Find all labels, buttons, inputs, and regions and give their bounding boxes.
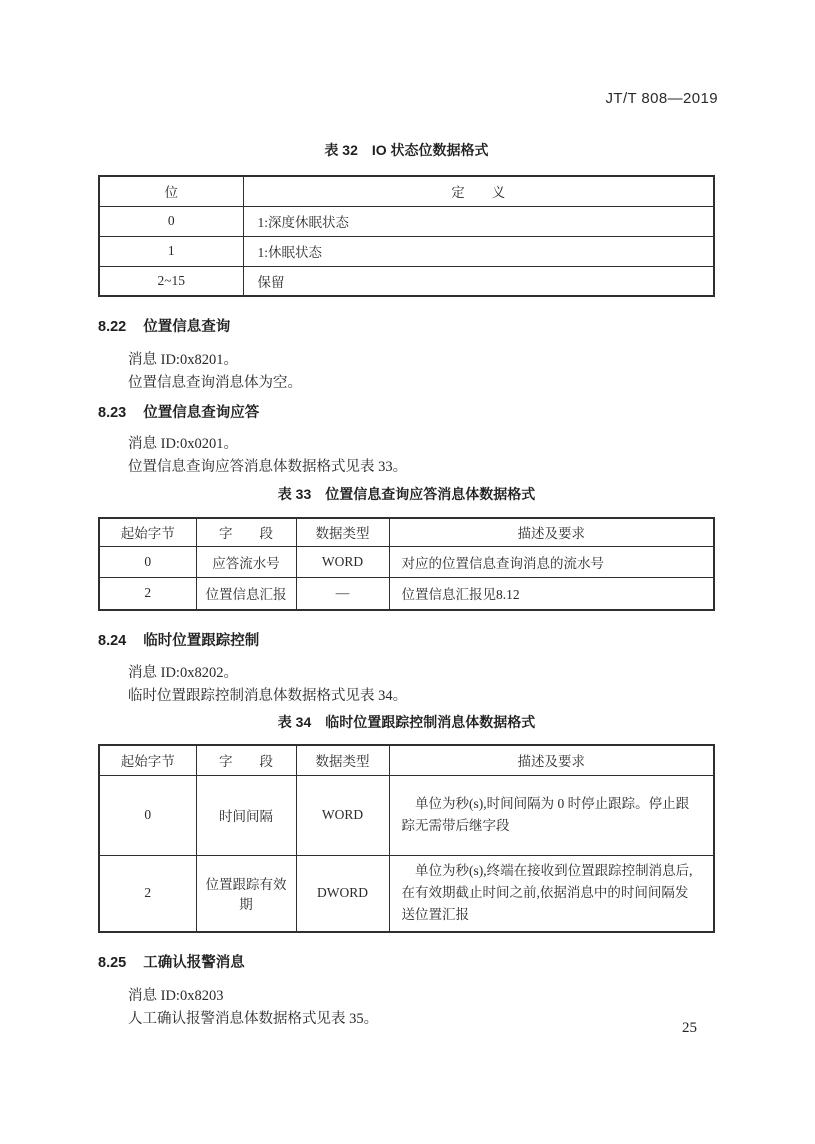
paragraph: 位置信息查询应答消息体数据格式见表 33。 (128, 459, 408, 475)
table32-header-definition: 定 义 (243, 176, 714, 206)
table32-cell-definition: 1:深度休眠状态 (243, 206, 714, 236)
table34-cell-description (389, 775, 714, 855)
table-row (99, 775, 714, 855)
table-row (99, 236, 714, 266)
table34-header-data-type: 数据类型 (296, 745, 389, 775)
table34-header-row (99, 745, 714, 775)
table33-header-field: 字 段 (196, 518, 296, 546)
table32-header-row (99, 176, 714, 206)
section-title: 位置信息查询应答 (143, 405, 260, 421)
table33-cell-field: 位置信息汇报 (196, 577, 296, 610)
paragraph: 位置信息查询消息体为空。 (128, 375, 302, 391)
section-number: 8.23 (98, 405, 127, 421)
table32-cell-bit: 0 (99, 206, 243, 236)
section-heading-8-24 (98, 629, 259, 650)
table33 (98, 517, 715, 611)
table-row (99, 266, 714, 296)
page-number: 25 (682, 1020, 697, 1036)
table34-cell-start-byte: 2 (99, 855, 196, 932)
standard-code: JT/T 808—2019 (605, 90, 718, 107)
table34-cell-start-byte: 0 (99, 775, 196, 855)
table32-cell-bit: 2~15 (99, 266, 243, 296)
table34-cell-description (389, 855, 714, 932)
table32-header-bit: 位 (99, 176, 243, 206)
table32-cell-definition: 保留 (243, 266, 714, 296)
section-heading-8-25 (98, 951, 245, 972)
table32-cell-definition: 1:休眠状态 (243, 236, 714, 266)
table33-header-row (99, 518, 714, 546)
table34-header-field: 字 段 (196, 745, 296, 775)
description-text: 单位为秒(s),时间间隔为 0 时停止跟踪。停止跟踪无需带后继字段 (401, 795, 690, 833)
table32-caption: 表 32 IO 状态位数据格式 (324, 142, 489, 158)
section-heading-8-22 (98, 315, 230, 336)
table-row (99, 546, 714, 577)
paragraph: 消息 ID:0x8203 (128, 988, 224, 1004)
table34-header-start-byte: 起始字节 (99, 745, 196, 775)
table-row (99, 855, 714, 932)
section-title: 位置信息查询 (143, 319, 231, 335)
table33-cell-start-byte: 0 (99, 546, 196, 577)
table33-header-description: 描述及要求 (389, 518, 714, 546)
table34 (98, 744, 715, 933)
paragraph: 临时位置跟踪控制消息体数据格式见表 34。 (128, 688, 408, 704)
paragraph: 消息 ID:0x0201。 (128, 436, 238, 452)
table-row (99, 206, 714, 236)
table34-cell-field: 位置跟踪有效期 (196, 855, 296, 932)
table33-cell-start-byte: 2 (99, 577, 196, 610)
table-row (99, 577, 714, 610)
table33-header-start-byte: 起始字节 (99, 518, 196, 546)
table32 (98, 175, 715, 297)
table33-cell-field: 应答流水号 (196, 546, 296, 577)
table33-cell-description: 对应的位置信息查询消息的流水号 (389, 546, 714, 577)
table34-header-description: 描述及要求 (389, 745, 714, 775)
table33-cell-data-type: WORD (296, 546, 389, 577)
section-heading-8-23 (98, 401, 259, 422)
table34-cell-data-type: WORD (296, 775, 389, 855)
paragraph: 消息 ID:0x8202。 (128, 665, 238, 681)
section-title: 临时位置跟踪控制 (143, 633, 260, 649)
table34-cell-field: 时间间隔 (196, 775, 296, 855)
table33-cell-data-type: — (296, 577, 389, 610)
section-title: 工确认报警消息 (143, 955, 245, 971)
table34-cell-data-type: DWORD (296, 855, 389, 932)
section-number: 8.22 (98, 319, 127, 335)
paragraph: 消息 ID:0x8201。 (128, 352, 238, 368)
table34-caption: 表 34 临时位置跟踪控制消息体数据格式 (277, 714, 536, 730)
table33-caption: 表 33 位置信息查询应答消息体数据格式 (277, 486, 536, 502)
section-number: 8.25 (98, 955, 127, 971)
table33-cell-description: 位置信息汇报见8.12 (389, 577, 714, 610)
paragraph: 人工确认报警消息体数据格式见表 35。 (128, 1011, 379, 1027)
section-number: 8.24 (98, 633, 127, 649)
table33-header-data-type: 数据类型 (296, 518, 389, 546)
table32-cell-bit: 1 (99, 236, 243, 266)
description-text: 单位为秒(s),终端在接收到位置跟踪控制消息后,在有效期截止时间之前,依据消息中的时间间隔发送位置汇报 (401, 862, 693, 923)
